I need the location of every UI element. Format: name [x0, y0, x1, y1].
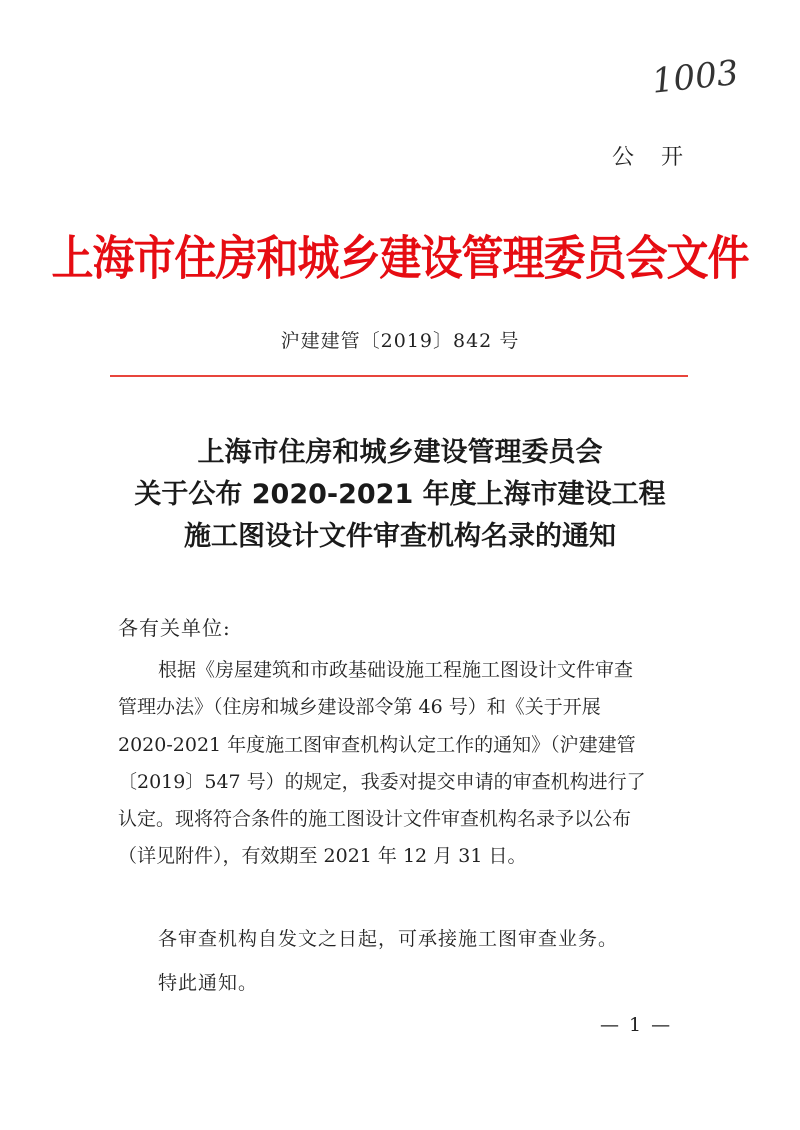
- paragraph-review-business: 各审查机构自发文之日起，可承接施工图审查业务。: [158, 928, 619, 950]
- body-line: 管理办法》（住房和城乡建设部令第 46 号）和《关于开展: [118, 696, 601, 719]
- title-line: 关于公布 2020-2021 年度上海市建设工程: [134, 479, 666, 510]
- document-title: [0, 432, 800, 558]
- body-line: （详见附件），有效期至 2021 年 12 月 31 日。: [118, 845, 527, 868]
- issuer-header: 上海市住房和城乡建设管理委员会文件: [51, 230, 749, 286]
- red-separator-rule: [110, 375, 688, 377]
- body-line: 2020-2021 年度施工图审查机构认定工作的通知》（沪建建管: [118, 733, 636, 756]
- document-number: 沪建建管〔2019〕842 号: [280, 330, 520, 352]
- body-paragraph: [118, 652, 694, 876]
- body-line: 认定。现将符合条件的施工图设计文件审查机构名录予以公布: [118, 808, 632, 831]
- handwritten-number-1003: [648, 48, 748, 108]
- handwritten-annotation: [648, 48, 748, 108]
- closing-remark: 特此通知。: [158, 972, 259, 994]
- body-line: 〔2019〕547 号）的规定，我委对提交申请的审查机构进行了: [118, 770, 646, 793]
- page-number: — 1 —: [600, 1014, 673, 1036]
- svg-text:1003: 1003: [650, 52, 741, 102]
- salutation: 各有关单位:: [118, 616, 231, 640]
- title-line: 上海市住房和城乡建设管理委员会: [197, 437, 603, 468]
- title-line: 施工图设计文件审查机构名录的通知: [184, 521, 616, 552]
- body-line: 根据《房屋建筑和市政基础设施工程施工图设计文件审查: [158, 659, 634, 681]
- openness-label: 公 开: [612, 145, 693, 170]
